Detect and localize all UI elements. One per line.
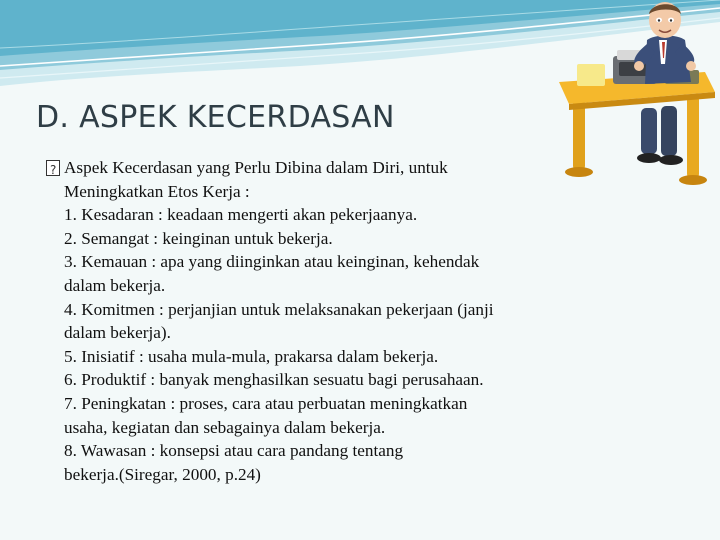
slide-body-text bbox=[46, 156, 666, 486]
body-line-9: 5. Inisiatif : usaha mula-mula, prakarsa dalam bekerja. bbox=[64, 346, 439, 366]
body-line-8: dalam bekerja). bbox=[64, 323, 171, 343]
body-line-13: 8. Wawasan : konsepsi atau cara pandang tentang bbox=[64, 441, 404, 461]
body-line-4: 2. Semangat : keinginan untuk bekerja. bbox=[64, 228, 333, 248]
body-line-2: Meningkatkan Etos Kerja : bbox=[64, 181, 250, 201]
body-line-1: Aspek Kecerdasan yang Perlu Dibina dalam Diri, untuk bbox=[64, 158, 448, 177]
missing-glyph-box-icon bbox=[46, 160, 60, 176]
body-line-3: 1. Kesadaran : keadaan mengerti akan pekerjaanya. bbox=[64, 205, 418, 225]
body-line-10: 6. Produktif : banyak menghasilkan sesuatu bagi perusahaan. bbox=[64, 370, 484, 390]
bullet-line-first bbox=[46, 156, 666, 180]
body-line-14: bekerja.(Siregar, 2000, p.24) bbox=[64, 464, 261, 484]
slide-title: D. ASPEK KECERDASAN bbox=[36, 100, 395, 135]
body-line-7: 4. Komitmen : perjanjian untuk melaksanakan pekerjaan (janji bbox=[64, 299, 494, 319]
body-line-11: 7. Peningkatan : proses, cara atau perbuatan meningkatkan bbox=[64, 393, 468, 413]
body-line-5: 3. Kemauan : apa yang diinginkan atau keinginan, kehendak bbox=[64, 252, 480, 272]
body-line-6: dalam bekerja. bbox=[64, 275, 166, 295]
body-line-12: usaha, kegiatan dan sebagainya dalam bekerja. bbox=[64, 417, 386, 437]
